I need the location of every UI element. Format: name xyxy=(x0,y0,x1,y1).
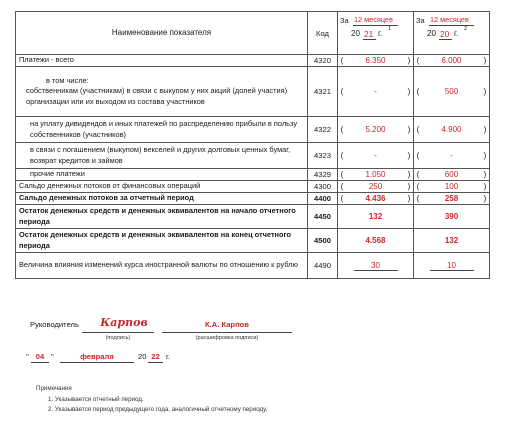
period-1-note: 1 xyxy=(388,26,392,32)
full-name-line xyxy=(162,332,292,333)
row-name xyxy=(16,143,308,169)
table-row xyxy=(16,205,490,229)
value-text: 132 xyxy=(368,212,383,221)
period-2-year-underline xyxy=(439,39,452,40)
row-value-period-2 xyxy=(414,253,490,279)
value-text: 390 xyxy=(444,212,459,221)
table-row xyxy=(16,143,490,169)
paren-close: ) xyxy=(407,194,411,203)
row-value-period-1 xyxy=(338,55,414,67)
table-row xyxy=(16,229,490,253)
paren-open: ( xyxy=(340,170,344,179)
paren-open: ( xyxy=(416,125,420,134)
row-name-text: прочие платежи xyxy=(30,169,85,179)
row-code: 4322 xyxy=(308,117,338,143)
row-name xyxy=(16,117,308,143)
header-period-1 xyxy=(338,12,414,55)
row-name xyxy=(16,205,308,229)
value-text: 250 xyxy=(368,182,383,191)
row-name-text: собственникам (участникам) в связи с выкупом у них акций (долей участия) организации или их выходом из состава участников xyxy=(26,86,288,106)
value-text: 6.350 xyxy=(365,56,386,65)
row-value-period-2 xyxy=(414,169,490,181)
value-text: 4.436 xyxy=(365,194,386,203)
full-name-caption: (расшифровка подписи) xyxy=(195,335,259,341)
paren-open: ( xyxy=(340,56,344,65)
date-month: февраля xyxy=(80,352,114,361)
row-name xyxy=(16,67,308,117)
period-1-suffix: г. xyxy=(378,29,383,38)
signature-caption: (подпись) xyxy=(105,335,131,341)
row-code: 4323 xyxy=(308,143,338,169)
paren-open: ( xyxy=(340,125,344,134)
value-text: 4.900 xyxy=(441,125,462,134)
value-text: 5.200 xyxy=(365,125,386,134)
value-text: 600 xyxy=(444,170,459,179)
row-code: 4329 xyxy=(308,169,338,181)
date-year-line xyxy=(148,362,163,363)
date-quote-open: " xyxy=(26,352,29,361)
table-row xyxy=(16,169,490,181)
row-name-text: Сальдо денежных потоков от финансовых операций xyxy=(19,181,201,191)
row-name xyxy=(16,229,308,253)
value-text: 1.050 xyxy=(365,170,386,179)
date-month-line xyxy=(60,362,134,363)
value-text: 30 xyxy=(354,261,398,271)
head-signature: Карпов xyxy=(100,316,148,329)
date-year: 22 xyxy=(151,352,160,361)
row-code: 4450 xyxy=(308,205,338,229)
table-row xyxy=(16,181,490,193)
row-value-period-2 xyxy=(414,193,490,205)
row-name-text: Остаток денежных средств и денежных эквивалентов на начало отчетного периода xyxy=(19,205,296,226)
row-value-period-1 xyxy=(338,205,414,229)
table-header-row xyxy=(16,12,490,55)
row-value-period-1 xyxy=(338,117,414,143)
row-name-text: Остаток денежных средств и денежных эквивалентов на конец отчетного периода xyxy=(19,229,292,250)
header-name: Наименование показателя xyxy=(16,12,308,55)
paren-close: ) xyxy=(407,151,411,160)
paren-close: ) xyxy=(407,87,411,96)
row-name-text: на уплату дивидендов и иных платежей по распределению прибыли в пользу собственников (участников) xyxy=(30,118,298,139)
period-2-months: 12 месяцев xyxy=(430,15,469,24)
period-1-za: За xyxy=(340,16,349,25)
value-text: - xyxy=(450,151,453,160)
date-day-line xyxy=(31,362,49,363)
value-text: 4.568 xyxy=(365,236,386,245)
date-suffix: г. xyxy=(166,352,170,361)
header-code: Код xyxy=(308,12,338,55)
row-name-text: в связи с погашением (выкупом) векселей и других долговых ценных бумаг, возврат кредитов и займов xyxy=(30,144,291,165)
paren-close: ) xyxy=(483,170,487,179)
date-century: 20 xyxy=(138,352,147,361)
paren-open: ( xyxy=(340,151,344,160)
row-name-prefix: в том числе: xyxy=(46,75,89,85)
row-value-period-1 xyxy=(338,143,414,169)
period-2-suffix: г. xyxy=(454,29,459,38)
row-value-period-1 xyxy=(338,169,414,181)
period-2-century: 20 xyxy=(427,29,436,38)
table-row xyxy=(16,55,490,67)
row-value-period-2 xyxy=(414,229,490,253)
value-text: 500 xyxy=(444,87,459,96)
signature-line xyxy=(82,332,154,333)
row-value-period-2 xyxy=(414,181,490,193)
period-2-za: За xyxy=(416,16,425,25)
date-quote-close: " xyxy=(51,352,54,361)
table-body xyxy=(16,12,490,279)
row-value-period-2 xyxy=(414,117,490,143)
period-1-year: 21 xyxy=(364,29,374,39)
paren-open: ( xyxy=(416,194,420,203)
row-value-period-1 xyxy=(338,253,414,279)
paren-close: ) xyxy=(483,125,487,134)
row-code: 4500 xyxy=(308,229,338,253)
row-value-period-2 xyxy=(414,55,490,67)
period-2-months-underline xyxy=(429,25,474,26)
paren-close: ) xyxy=(407,170,411,179)
value-text: - xyxy=(374,87,377,96)
period-1-months: 12 месяцев xyxy=(354,15,393,24)
row-value-period-1 xyxy=(338,67,414,117)
row-name-text: Платежи - всего xyxy=(19,55,74,65)
row-code: 4320 xyxy=(308,55,338,67)
row-code: 4400 xyxy=(308,193,338,205)
paren-open: ( xyxy=(416,151,420,160)
value-text: 100 xyxy=(444,182,459,191)
paren-open: ( xyxy=(340,87,344,96)
paren-close: ) xyxy=(483,182,487,191)
notes xyxy=(36,384,267,416)
row-name-text: Сальдо денежных потоков за отчетный период xyxy=(19,193,194,203)
row-value-period-2 xyxy=(414,67,490,117)
table-row xyxy=(16,117,490,143)
value-text: 10 xyxy=(430,261,474,271)
period-1-year-underline xyxy=(363,39,376,40)
row-name xyxy=(16,55,308,67)
table-row xyxy=(16,67,490,117)
paren-open: ( xyxy=(340,194,344,203)
cash-flow-table xyxy=(15,11,490,279)
paren-open: ( xyxy=(416,87,420,96)
notes-title: Примечания xyxy=(36,385,72,392)
paren-close: ) xyxy=(407,182,411,191)
row-value-period-1 xyxy=(338,181,414,193)
paren-close: ) xyxy=(483,87,487,96)
row-name-text: Величина влияния изменений курса иностранной валюты по отношению к рублю xyxy=(19,260,298,270)
head-label: Руководитель xyxy=(30,320,79,329)
value-text: 6.000 xyxy=(441,56,462,65)
table-row xyxy=(16,253,490,279)
row-name xyxy=(16,169,308,181)
paren-close: ) xyxy=(407,56,411,65)
row-value-period-1 xyxy=(338,229,414,253)
head-full-name: К.А. Карпов xyxy=(205,320,249,329)
paren-open: ( xyxy=(416,182,420,191)
row-value-period-1 xyxy=(338,193,414,205)
table-row xyxy=(16,193,490,205)
row-name xyxy=(16,181,308,193)
paren-open: ( xyxy=(416,56,420,65)
period-1-century: 20 xyxy=(351,29,360,38)
paren-close: ) xyxy=(407,125,411,134)
row-code: 4300 xyxy=(308,181,338,193)
row-name xyxy=(16,193,308,205)
row-code: 4490 xyxy=(308,253,338,279)
paren-close: ) xyxy=(483,194,487,203)
paren-close: ) xyxy=(483,151,487,160)
date-day: 04 xyxy=(35,352,45,361)
row-value-period-2 xyxy=(414,205,490,229)
paren-open: ( xyxy=(416,170,420,179)
value-text: - xyxy=(374,151,377,160)
row-value-period-2 xyxy=(414,143,490,169)
header-period-2 xyxy=(414,12,490,55)
period-2-year: 20 xyxy=(440,29,450,39)
value-text: 132 xyxy=(444,236,459,245)
paren-open: ( xyxy=(340,182,344,191)
period-1-months-underline xyxy=(353,25,398,26)
period-2-note: 2 xyxy=(464,26,468,32)
note-item-1: 1. Указывается отчетный период. xyxy=(48,395,144,403)
value-text: 258 xyxy=(444,194,459,203)
row-code: 4321 xyxy=(308,67,338,117)
paren-close: ) xyxy=(483,56,487,65)
note-item-2: 2. Указывается период предыдущего года, аналогичный отчетному периоду. xyxy=(48,406,268,413)
row-name xyxy=(16,253,308,279)
